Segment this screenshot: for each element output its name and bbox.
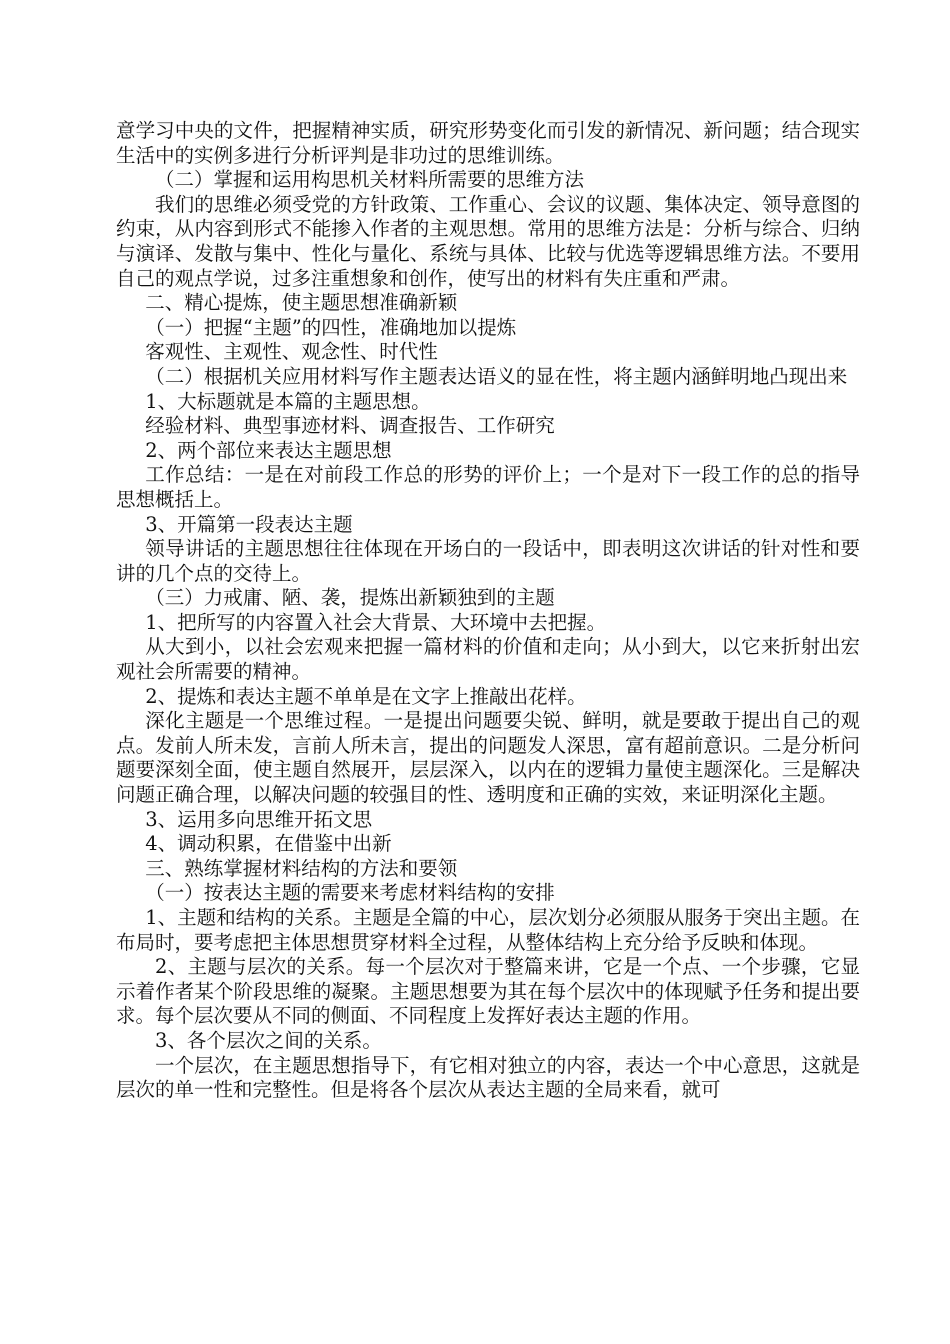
paragraph: 1、把所写的内容置入社会大背景、大环境中去把握。 bbox=[145, 610, 607, 634]
paragraph: 从大到小，以社会宏观来把握一篇材料的价值和走向；从小到大，以它来折射出宏观社会所需要的精神。 bbox=[116, 635, 860, 684]
paragraph: 意学习中央的文件，把握精神实质，研究形势变化而引发的新情况、新问题；结合现实生活中的实例多进行分析评判是非功过的思维训练。 bbox=[116, 119, 860, 167]
paragraph: 4、调动积累，在借鉴中出新 bbox=[145, 832, 392, 856]
paragraph: 工作总结：一是在对前段工作总的形势的评价上；一个是对下一段工作的总的指导思想概括上。 bbox=[116, 463, 860, 511]
paragraph: 三、熟练掌握材料结构的方法和要领 bbox=[145, 856, 458, 880]
paragraph: 3、运用多向思维开拓文思 bbox=[145, 807, 373, 831]
paragraph: （二）掌握和运用构思机关材料所需要的思维方法 bbox=[155, 168, 585, 192]
paragraph: 领导讲话的主题思想往往体现在开场白的一段话中，即表明这次讲话的针对性和要讲的几个点的交待上。 bbox=[116, 537, 860, 585]
paragraph: 1、主题和结构的关系。主题是全篇的中心，层次划分必须服从服务于突出主题。在布局时，要考虑把主体思想贯穿材料全过程，从整体结构上充分给予反映和体现。 bbox=[116, 906, 860, 954]
paragraph: 3、各个层次之间的关系。 bbox=[155, 1028, 382, 1052]
paragraph: 2、主题与层次的关系。每一个层次对于整篇来讲，它是一个点、一个步骤，它显示着作者某个阶段思维的凝聚。主题思想要为其在每个层次中的体现赋予任务和提出要求。每个层次要从不同的侧面、不同程度上发挥好表达主题的作用。 bbox=[116, 955, 860, 1028]
paragraph: 一个层次，在主题思想指导下，有它相对独立的内容，表达一个中心意思，这就是层次的单一性和完整性。但是将各个层次从表达主题的全局来看，就可 bbox=[116, 1053, 860, 1102]
paragraph: 深化主题是一个思维过程。一是提出问题要尖锐、鲜明，就是要敢于提出自己的观点。发前人所未发，言前人所未言，提出的问题发人深思，富有超前意识。二是分析问题要深刻全面，使主题自然展开，层层深入，以内在的逻辑力量使主题深化。三是解决问题正确合理，以解决问题的较强目的性、透明度和正确的实效，来证明深化主题。 bbox=[116, 709, 860, 807]
paragraph: （一）按表达主题的需要来考虑材料结构的安排 bbox=[145, 881, 555, 905]
paragraph: （三）力戒庸、陋、袭，提炼出新颖独到的主题 bbox=[145, 586, 555, 610]
document-body bbox=[116, 119, 860, 1103]
paragraph: 经验材料、典型事迹材料、调查报告、工作研究 bbox=[145, 414, 555, 438]
paragraph: 客观性、主观性、观念性、时代性 bbox=[145, 340, 438, 364]
paragraph: （一）把握“主题”的四性，准确地加以提炼 bbox=[145, 315, 517, 339]
paragraph: 3、开篇第一段表达主题 bbox=[145, 512, 353, 536]
paragraph: 1、大标题就是本篇的主题思想。 bbox=[145, 389, 431, 413]
paragraph: 我们的思维必须受党的方针政策、工作重心、会议的议题、集体决定、领导意图的约束，从内容到形式不能掺入作者的主观思想。常用的思维方法是：分析与综合、归纳与演译、发散与集中、性化与量化、系统与具体、比较与优选等逻辑思维方法。不要用自己的观点学说，过多注重想象和创作，使写出的材料有失庄重和严肃。 bbox=[116, 192, 860, 290]
paragraph: 2、两个部位来表达主题思想 bbox=[145, 438, 392, 462]
paragraph: （二）根据机关应用材料写作主题表达语义的显在性，将主题内涵鲜明地凸现出来 bbox=[145, 364, 848, 388]
paragraph: 二、精心提炼，使主题思想准确新颖 bbox=[145, 291, 458, 315]
paragraph: 2、提炼和表达主题不单单是在文字上推敲出花样。 bbox=[145, 684, 587, 708]
